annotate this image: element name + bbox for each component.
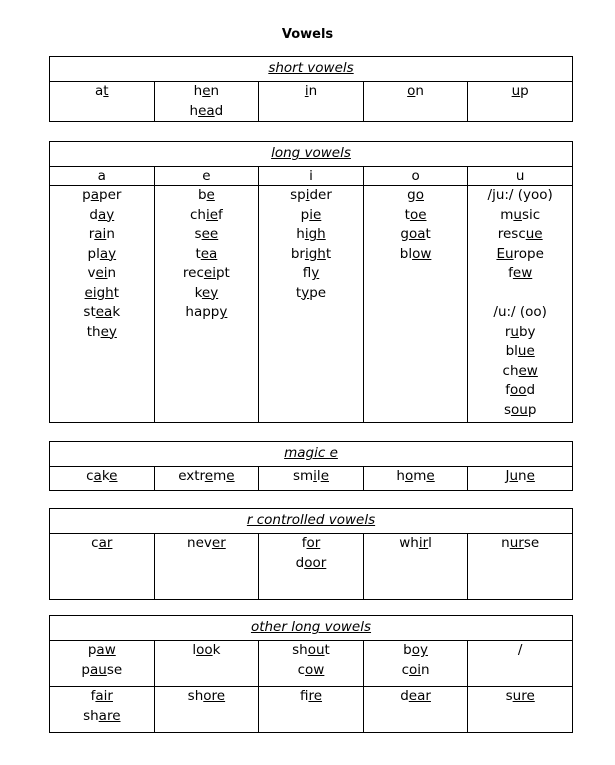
word bbox=[259, 554, 363, 574]
word bbox=[259, 687, 363, 707]
word-part: /u:/ (oo) bbox=[493, 304, 547, 320]
word bbox=[364, 245, 468, 265]
vowel-pattern: eigh bbox=[84, 284, 114, 301]
word-part: sh bbox=[83, 707, 99, 724]
vowel-pattern: e bbox=[226, 468, 235, 484]
vowel-pattern: o bbox=[407, 83, 416, 99]
word-part: m bbox=[213, 468, 227, 484]
word bbox=[155, 102, 259, 122]
vowel-pattern: ea bbox=[198, 102, 215, 119]
vowel-pattern: ur bbox=[509, 535, 524, 551]
word bbox=[259, 641, 363, 661]
word-part: l bbox=[428, 535, 432, 551]
word bbox=[259, 186, 363, 206]
vowel-pattern: ear bbox=[408, 688, 431, 704]
word bbox=[50, 264, 154, 284]
word-cell bbox=[468, 687, 573, 733]
word-part: t bbox=[113, 284, 120, 301]
word bbox=[155, 264, 259, 284]
word-part: t bbox=[295, 284, 302, 301]
word-part: /ju:/ (yoo) bbox=[487, 187, 553, 203]
word-part: d bbox=[400, 688, 409, 704]
word-cell bbox=[363, 641, 468, 687]
word bbox=[468, 362, 572, 382]
vowel-pattern: u bbox=[511, 83, 521, 99]
word-part: f bbox=[299, 688, 309, 704]
word-part: g bbox=[407, 187, 416, 203]
short-vowels-table bbox=[49, 56, 573, 122]
column-header: i bbox=[259, 167, 364, 186]
vowel-pattern: u bbox=[510, 323, 519, 340]
vowel-pattern: oe bbox=[409, 206, 427, 223]
vowel-pattern: au bbox=[89, 661, 107, 678]
word-cell bbox=[154, 186, 259, 423]
word-part: n bbox=[518, 468, 527, 484]
vowel-pattern: ei bbox=[203, 265, 216, 281]
column-header: o bbox=[363, 167, 468, 186]
word bbox=[50, 467, 154, 487]
vowel-pattern: e bbox=[426, 468, 435, 484]
word-cell bbox=[50, 687, 155, 733]
word-part: f bbox=[218, 206, 223, 223]
vowel-pattern: e bbox=[206, 187, 215, 203]
vowel-pattern: aw bbox=[96, 642, 116, 658]
word bbox=[468, 381, 572, 401]
vowel-pattern: ow bbox=[412, 245, 432, 262]
word bbox=[259, 661, 363, 681]
vowel-pattern: ou bbox=[307, 642, 325, 658]
vowel-pattern: e bbox=[204, 468, 214, 484]
word-cell bbox=[363, 687, 468, 733]
word bbox=[468, 245, 572, 265]
word-part: / bbox=[517, 642, 523, 658]
vowel-pattern: ei bbox=[95, 265, 108, 281]
word-cell bbox=[468, 641, 573, 687]
word bbox=[468, 323, 572, 343]
column-header: a bbox=[50, 167, 155, 186]
vowel-pattern: air bbox=[95, 688, 113, 704]
word bbox=[364, 661, 468, 681]
word-part: m bbox=[500, 206, 514, 223]
word-part: ch bbox=[189, 206, 206, 223]
vowel-pattern: y bbox=[311, 265, 320, 281]
word bbox=[50, 303, 154, 323]
word-part: k bbox=[194, 284, 202, 301]
word-cell bbox=[363, 534, 468, 600]
word-cell bbox=[363, 186, 468, 423]
word-part: s bbox=[503, 401, 511, 418]
word bbox=[50, 707, 154, 727]
vowel-pattern: i bbox=[305, 187, 310, 203]
vowel-pattern: ai bbox=[94, 226, 107, 242]
word bbox=[468, 401, 572, 421]
vowel-pattern: ow bbox=[305, 661, 325, 678]
word-part: n bbox=[308, 83, 318, 99]
word-part: t bbox=[195, 245, 201, 262]
word-part: n bbox=[107, 265, 117, 281]
vowel-pattern: er bbox=[211, 535, 226, 551]
word bbox=[50, 641, 154, 661]
word bbox=[50, 186, 154, 206]
r-controlled-vowels-table bbox=[49, 508, 573, 600]
word bbox=[259, 206, 363, 226]
word bbox=[468, 467, 572, 487]
word bbox=[50, 687, 154, 707]
word-cell bbox=[468, 534, 573, 600]
column-header: u bbox=[468, 167, 573, 186]
word-part: f bbox=[505, 382, 511, 398]
word bbox=[468, 687, 572, 707]
word-part: m bbox=[413, 468, 427, 484]
vowel-pattern: t bbox=[103, 83, 109, 99]
word-cell bbox=[154, 641, 259, 687]
vowel-pattern: ea bbox=[95, 304, 113, 320]
vowel-pattern: a bbox=[90, 187, 99, 203]
vowel-pattern: oa bbox=[408, 226, 426, 242]
word bbox=[50, 245, 154, 265]
vowel-pattern: ar bbox=[98, 535, 113, 551]
word bbox=[155, 534, 259, 554]
word-part: f bbox=[90, 688, 96, 704]
vowel-pattern: ey bbox=[100, 323, 117, 340]
table-heading: magic e bbox=[50, 442, 573, 467]
word-cell bbox=[50, 641, 155, 687]
word-part: h bbox=[396, 468, 405, 484]
vowel-pattern: ue bbox=[517, 343, 535, 359]
word-part: sp bbox=[290, 187, 306, 203]
word-part: p bbox=[87, 642, 97, 658]
word-part: th bbox=[86, 323, 101, 340]
word-cell bbox=[154, 467, 259, 491]
magic-e-table bbox=[49, 441, 573, 491]
word-part: pl bbox=[87, 245, 100, 262]
spacer bbox=[468, 284, 572, 304]
word-cell bbox=[154, 82, 259, 122]
word bbox=[364, 186, 468, 206]
vowel-pattern: oo bbox=[510, 382, 527, 398]
word-cell bbox=[363, 467, 468, 491]
word bbox=[364, 641, 468, 661]
word-cell bbox=[154, 534, 259, 600]
word-part: a bbox=[95, 83, 104, 99]
word-cell bbox=[259, 534, 364, 600]
word bbox=[364, 225, 468, 245]
table-heading: other long vowels bbox=[50, 616, 573, 641]
word-part: h bbox=[193, 83, 203, 99]
word bbox=[155, 186, 259, 206]
vowel-pattern: e bbox=[109, 468, 118, 484]
word-part: wh bbox=[399, 535, 419, 551]
word-part: n bbox=[421, 661, 430, 678]
table-heading: r controlled vowels bbox=[50, 509, 573, 534]
word-part: n bbox=[210, 83, 220, 99]
vowel-pattern: or bbox=[306, 535, 321, 551]
word-part: p bbox=[300, 206, 310, 223]
word-cell bbox=[468, 186, 573, 423]
word-part: b bbox=[197, 187, 207, 203]
vowel-pattern: ir bbox=[418, 535, 429, 551]
word-cell bbox=[468, 467, 573, 491]
word bbox=[364, 687, 468, 707]
word-part: n bbox=[501, 535, 510, 551]
word bbox=[50, 534, 154, 554]
word-part: resc bbox=[497, 226, 526, 242]
vowel-pattern: igh bbox=[304, 226, 326, 242]
word-part: by bbox=[518, 323, 536, 340]
word-part: pe bbox=[309, 284, 327, 301]
vowel-pattern: oor bbox=[304, 554, 327, 571]
word-part: J bbox=[505, 468, 510, 484]
word-part: r bbox=[504, 323, 511, 340]
word bbox=[468, 264, 572, 284]
word-part: s bbox=[505, 688, 513, 704]
vowel-pattern: u bbox=[509, 468, 519, 484]
vowel-pattern: e bbox=[320, 468, 329, 484]
word bbox=[259, 467, 363, 487]
vowel-pattern: ire bbox=[308, 688, 323, 704]
vowel-pattern: ay bbox=[99, 245, 117, 262]
word-part: k bbox=[101, 468, 110, 484]
vowel-pattern: ue bbox=[525, 226, 543, 242]
word bbox=[468, 303, 572, 323]
word bbox=[468, 225, 572, 245]
word-cell bbox=[259, 186, 364, 423]
vowel-pattern: ea bbox=[200, 245, 218, 262]
word-part: c bbox=[91, 535, 99, 551]
word bbox=[468, 82, 572, 102]
word-part: se bbox=[106, 661, 123, 678]
word bbox=[259, 534, 363, 554]
word-part: p bbox=[81, 661, 90, 678]
word-cell bbox=[50, 186, 155, 423]
word-part: n bbox=[415, 83, 424, 99]
word bbox=[50, 661, 154, 681]
vowel-pattern: a bbox=[93, 468, 102, 484]
word-part: p bbox=[527, 401, 537, 418]
word bbox=[155, 225, 259, 245]
other-long-vowels-table bbox=[49, 615, 573, 733]
word bbox=[364, 206, 468, 226]
word-part: sic bbox=[521, 206, 541, 223]
word-part: br bbox=[290, 245, 305, 262]
word-part: p bbox=[520, 83, 529, 99]
word-part: d bbox=[89, 206, 98, 223]
vowel-pattern: e bbox=[526, 468, 535, 484]
word-part: f bbox=[508, 265, 513, 281]
word-part: s bbox=[194, 226, 202, 242]
word-part: nev bbox=[187, 535, 212, 551]
word bbox=[50, 206, 154, 226]
word-part: bl bbox=[399, 245, 413, 262]
word-cell bbox=[468, 82, 573, 122]
vowel-pattern: i bbox=[313, 468, 317, 484]
word-part: pt bbox=[215, 265, 230, 281]
word-part: rec bbox=[182, 265, 204, 281]
word bbox=[364, 467, 468, 487]
word bbox=[259, 245, 363, 265]
word-cell bbox=[259, 82, 364, 122]
word-part: d bbox=[214, 102, 224, 119]
word-part: l bbox=[316, 468, 321, 484]
word-part: v bbox=[87, 265, 96, 281]
word-part: c bbox=[401, 661, 409, 678]
column-header: e bbox=[154, 167, 259, 186]
page-title: Vowels bbox=[281, 27, 334, 42]
word bbox=[468, 641, 572, 661]
vowel-pattern: o bbox=[404, 468, 414, 484]
word bbox=[259, 82, 363, 102]
word-part: d bbox=[526, 382, 536, 398]
vowel-pattern: are bbox=[98, 707, 121, 724]
word bbox=[259, 225, 363, 245]
word-part: t bbox=[404, 206, 410, 223]
long-vowels-table bbox=[49, 141, 573, 423]
vowel-pattern: y bbox=[301, 284, 310, 301]
vowel-pattern: i bbox=[304, 83, 309, 99]
table-heading: short vowels bbox=[50, 57, 573, 82]
vowel-pattern: oo bbox=[196, 642, 213, 658]
word-part: p bbox=[82, 187, 91, 203]
vowel-pattern: oy bbox=[411, 642, 428, 658]
word-part: c bbox=[86, 468, 94, 484]
word bbox=[364, 82, 468, 102]
table-heading: long vowels bbox=[50, 142, 573, 167]
word-part: b bbox=[403, 642, 412, 658]
word-part: t bbox=[425, 226, 431, 242]
word-cell bbox=[154, 687, 259, 733]
word-part: g bbox=[400, 226, 409, 242]
vowel-pattern: e bbox=[202, 83, 211, 99]
vowel-pattern: o bbox=[415, 187, 424, 203]
word bbox=[468, 342, 572, 362]
word bbox=[155, 687, 259, 707]
word bbox=[259, 264, 363, 284]
word bbox=[468, 534, 572, 554]
vowel-pattern: oi bbox=[409, 661, 422, 678]
word bbox=[468, 186, 572, 206]
vowel-pattern: ay bbox=[97, 206, 115, 223]
word-part: l bbox=[192, 642, 197, 658]
word-part: per bbox=[99, 187, 122, 203]
word-cell bbox=[50, 467, 155, 491]
word bbox=[155, 206, 259, 226]
word-cell bbox=[259, 641, 364, 687]
word bbox=[155, 82, 259, 102]
word-part: rope bbox=[513, 245, 544, 262]
word bbox=[259, 284, 363, 304]
vowel-pattern: ore bbox=[203, 688, 226, 704]
vowel-pattern: ew bbox=[518, 362, 538, 379]
word-part: h bbox=[189, 102, 199, 119]
word-part: ch bbox=[502, 362, 519, 379]
word bbox=[468, 206, 572, 226]
word bbox=[364, 534, 468, 554]
word-part: extr bbox=[178, 468, 205, 484]
word bbox=[155, 467, 259, 487]
word-part: r bbox=[88, 226, 95, 242]
word bbox=[50, 284, 154, 304]
word-part: bl bbox=[505, 343, 518, 359]
word-part: t bbox=[324, 642, 330, 658]
word-cell bbox=[259, 687, 364, 733]
word-part: t bbox=[325, 245, 332, 262]
vowel-pattern: ew bbox=[512, 265, 533, 281]
vowel-pattern: Eu bbox=[496, 245, 514, 262]
word bbox=[155, 641, 259, 661]
word-part: f bbox=[301, 535, 307, 551]
vowel-pattern: ie bbox=[205, 206, 219, 223]
vowel-pattern: ou bbox=[511, 401, 528, 418]
word-part: h bbox=[296, 226, 305, 242]
vowel-pattern: u bbox=[513, 206, 522, 223]
word-part: c bbox=[297, 661, 306, 678]
word-part: der bbox=[309, 187, 332, 203]
word bbox=[155, 303, 259, 323]
word-part: fl bbox=[302, 265, 312, 281]
word-part: sh bbox=[292, 642, 308, 658]
word-cell bbox=[50, 534, 155, 600]
word-cell bbox=[259, 467, 364, 491]
word-part: st bbox=[83, 304, 96, 320]
word bbox=[155, 284, 259, 304]
vowel-pattern: igh bbox=[304, 245, 326, 262]
word-part: sh bbox=[187, 688, 204, 704]
word bbox=[50, 323, 154, 343]
word-part: se bbox=[523, 535, 540, 551]
vowel-pattern: ie bbox=[309, 206, 322, 223]
word bbox=[50, 225, 154, 245]
word-part: d bbox=[295, 554, 305, 571]
word-cell bbox=[50, 82, 155, 122]
vowel-pattern: ey bbox=[201, 284, 219, 301]
vowel-pattern: y bbox=[219, 304, 228, 320]
vowel-pattern: ee bbox=[201, 226, 219, 242]
word bbox=[155, 245, 259, 265]
word-part: sm bbox=[292, 468, 314, 484]
word-cell bbox=[363, 82, 468, 122]
word-part: n bbox=[106, 226, 115, 242]
vowel-pattern: ure bbox=[512, 688, 535, 704]
word-part: k bbox=[212, 642, 221, 658]
word-part: happ bbox=[185, 304, 220, 320]
word bbox=[50, 82, 154, 102]
word-part: k bbox=[112, 304, 121, 320]
